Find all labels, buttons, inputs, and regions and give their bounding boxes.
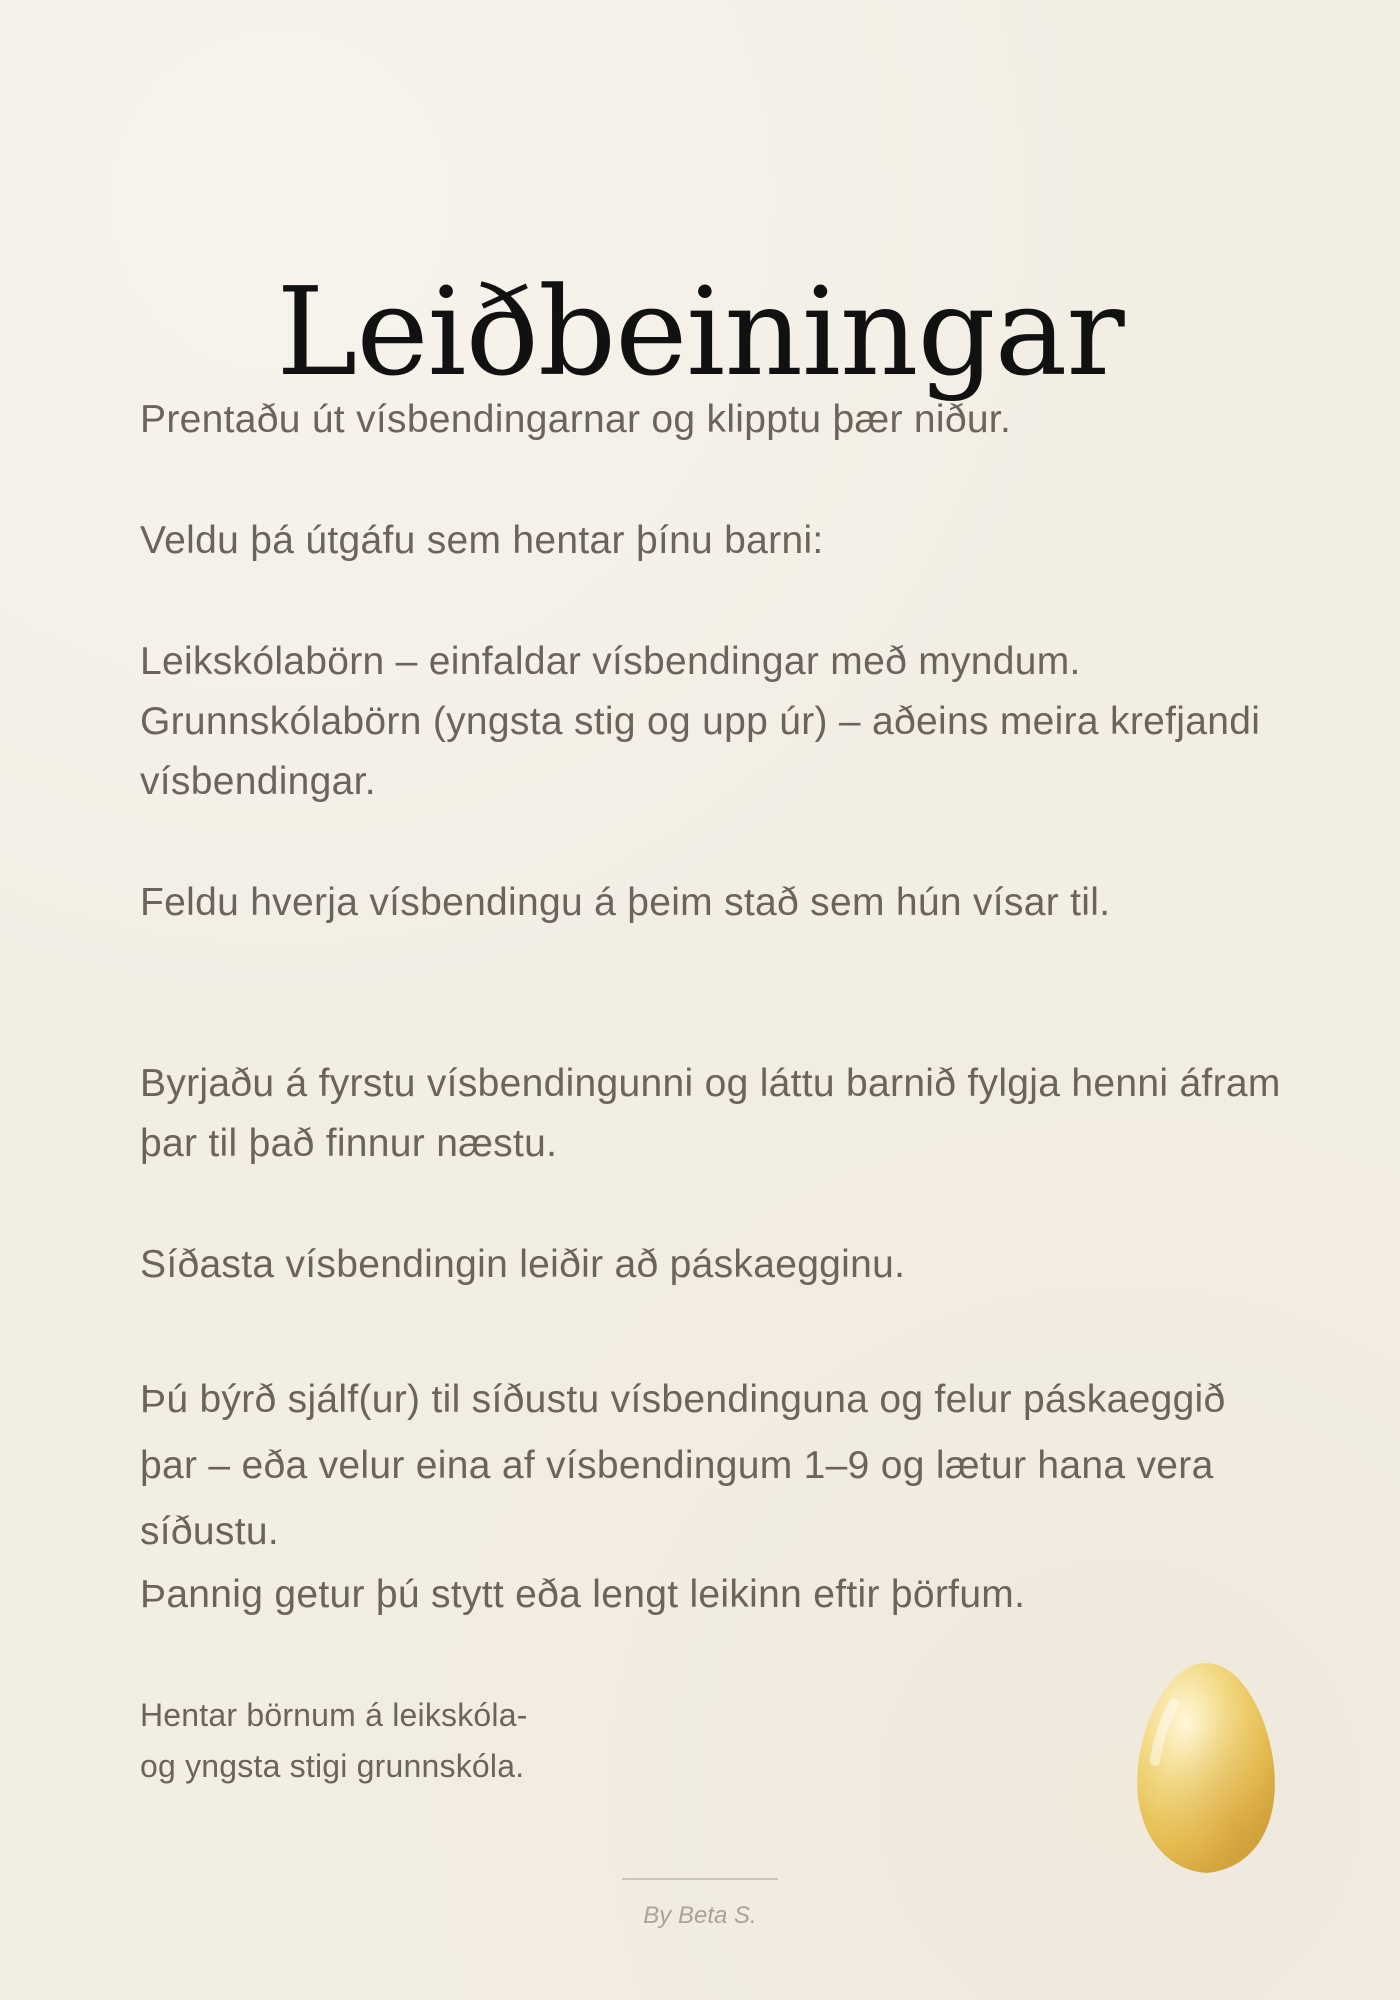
age-note <box>140 1690 700 1792</box>
version-item-preschool: Leikskólabörn – einfaldar vísbendingar með myndum. <box>140 640 1081 683</box>
signature: By Beta S. <box>643 1902 757 1929</box>
custom-last-clue-instruction: Þú býrð sjálf(ur) til síðustu vísbendinguna og felur páskaeggið þar – eða velur eina af vísbendingum 1–9 og lætur hana vera síðustu. <box>140 1378 1226 1553</box>
signature-divider <box>622 1878 778 1880</box>
page-title: Leiðbeiningar <box>276 260 1124 403</box>
choose-version-instruction: Veldu þá útgáfu sem hentar þínu barni: <box>140 519 824 562</box>
print-clues-instruction: Prentaðu út vísbendingarnar og klipptu þær niður. <box>140 398 1012 441</box>
hide-clues-instruction: Feldu hverja vísbendingu á þeim stað sem hún vísar til. <box>140 881 1111 924</box>
game-length-instruction: Þannig getur þú stytt eða lengt leikinn eftir þörfum. <box>140 1573 1026 1616</box>
easter-egg-icon <box>1122 1655 1290 1881</box>
version-list <box>140 632 1290 812</box>
last-clue-instruction: Síðasta vísbendingin leiðir að páskaegginu. <box>140 1243 906 1286</box>
version-item-elementary: Grunnskólabörn (yngsta stig og upp úr) – aðeins meira krefjandi vísbendingar. <box>140 700 1261 803</box>
age-note-line-2: og yngsta stigi grunnskóla. <box>140 1748 525 1784</box>
start-instruction: Byrjaðu á fyrstu vísbendingunni og láttu barnið fylgja henni áfram þar til það finnur næstu. <box>140 1062 1281 1165</box>
age-note-line-1: Hentar börnum á leikskóla- <box>140 1697 528 1733</box>
